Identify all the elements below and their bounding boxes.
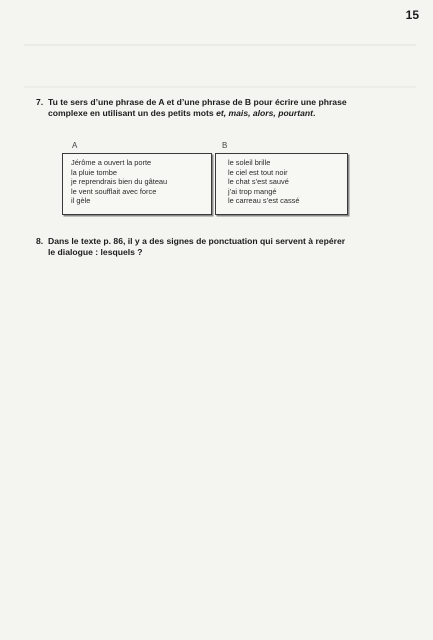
question-7 [36,97,386,119]
column-b-list [216,154,347,206]
page-number: 15 [405,8,419,22]
question-7-line-2-suffix: . [313,108,316,118]
question-8-line-1: Dans le texte p. 86, il y a des signes de ponctuation qui servent à repérer [48,236,346,246]
list-item: le ciel est tout noir [228,167,288,177]
column-b-label: B [222,141,228,150]
question-7-number: 7. [36,97,44,107]
list-item: le vent soufflait avec force [71,186,157,196]
column-a-label: A [72,141,78,150]
question-7-line-2 [48,108,386,119]
column-b-box [215,153,348,215]
list-item: j’ai trop mangé [228,186,277,196]
question-7-text [48,97,386,119]
connector-words: et, mais, alors, pourtant [216,108,314,118]
list-item: le carreau s’est cassé [228,196,300,206]
column-a-box [62,153,212,215]
list-item: je reprendrais bien du gâteau [71,177,168,187]
column-a-list [63,154,211,206]
list-item: le soleil brille [228,158,271,167]
question-8-number: 8. [36,236,44,246]
question-8-text [48,236,386,258]
question-8-line-2: le dialogue : lesquels ? [48,247,143,257]
question-7-line-1: Tu te sers d’une phrase de A et d’une phrase de B pour écrire une phrase [48,97,347,107]
list-item: la pluie tombe [71,167,118,177]
question-8 [36,236,386,258]
list-item: il gèle [71,196,91,206]
list-item: le chat s’est sauvé [228,177,289,187]
list-item: Jérôme a ouvert la porte [71,158,152,167]
question-7-line-2-prefix: complexe en utilisant un des petits mots [48,108,217,118]
faint-background-print [24,44,416,88]
